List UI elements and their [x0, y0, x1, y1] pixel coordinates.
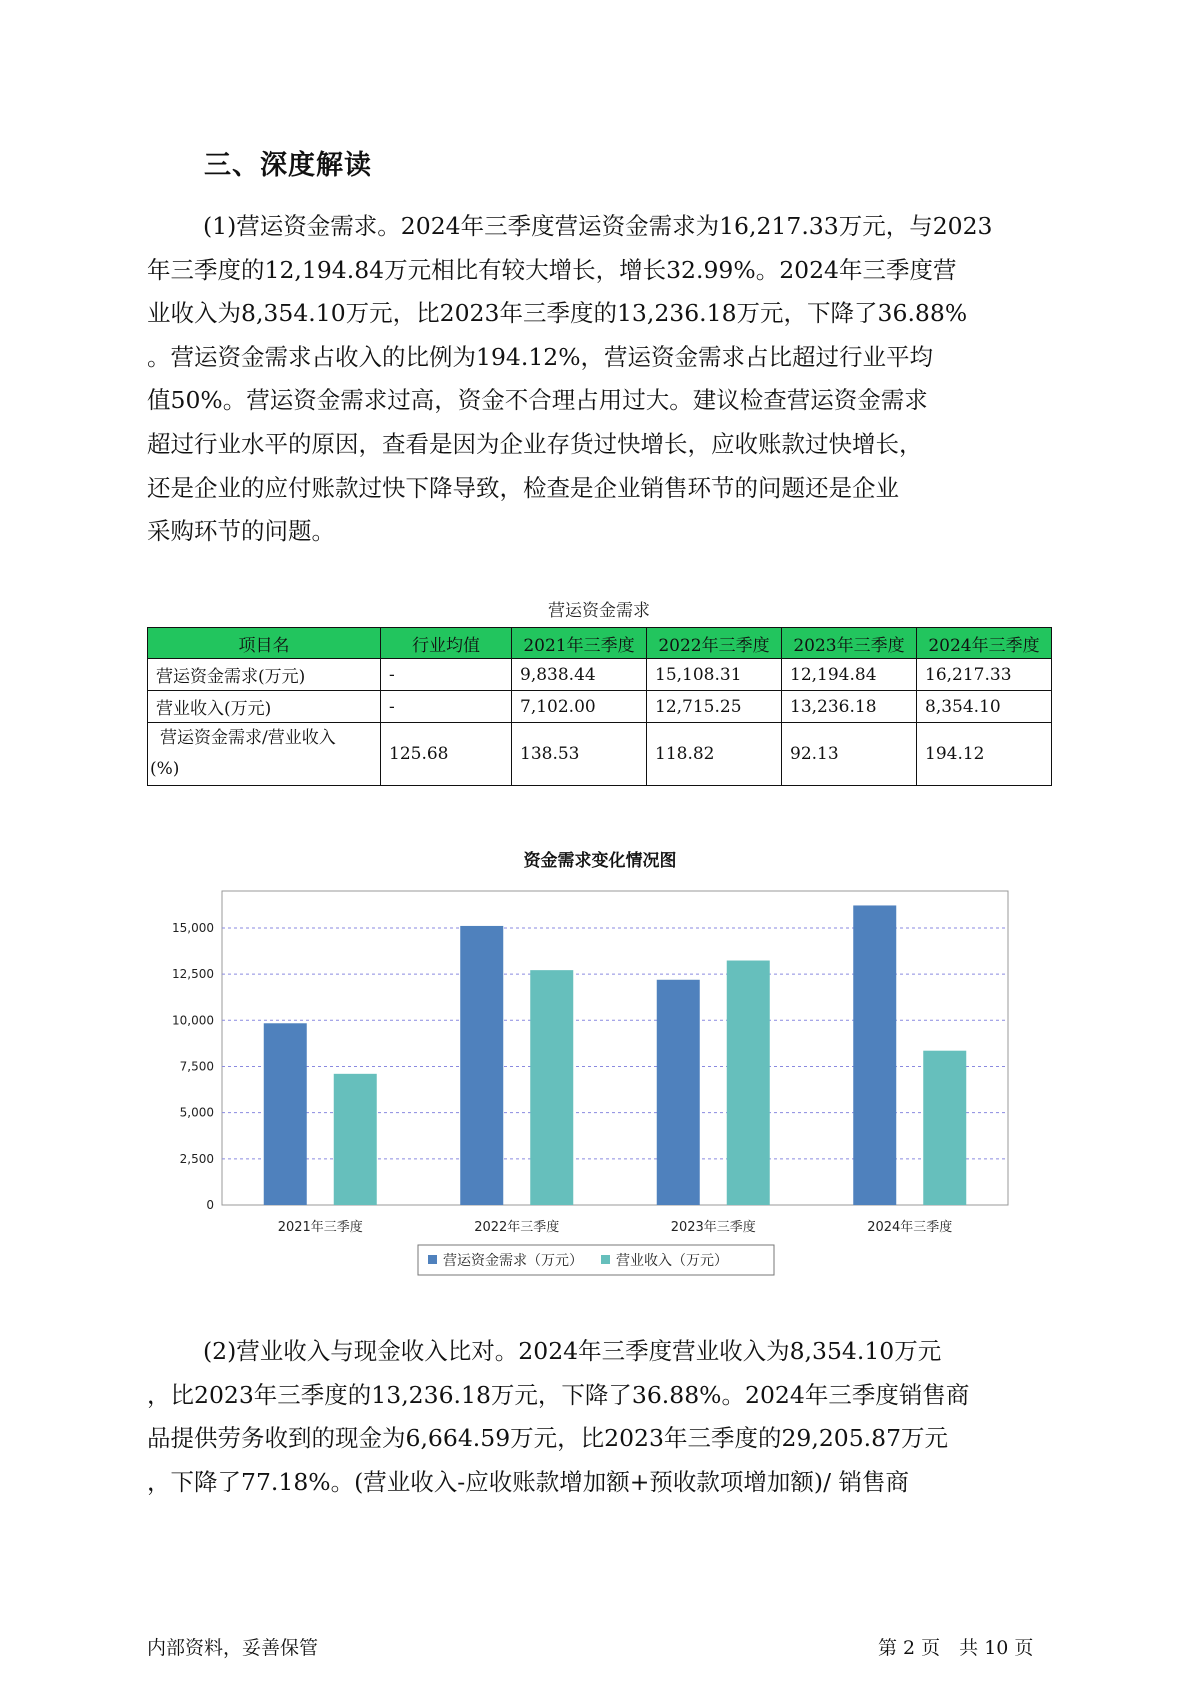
section-heading: 三、深度解读	[204, 150, 372, 181]
y-tick-label: 12,500	[172, 967, 214, 982]
table-cell: 92.13	[782, 723, 917, 786]
table-cell: 营业收入(万元)	[148, 691, 381, 723]
table-row	[148, 723, 1052, 786]
paragraph-working-capital	[147, 205, 1077, 554]
table-row	[148, 659, 1052, 691]
paragraph-line: (1)营运资金需求。2024年三季度营运资金需求为16,217.33万元，与2023	[203, 212, 993, 240]
table-header-cell: 项目名	[148, 628, 381, 659]
table-cell: 12,194.84	[782, 659, 917, 691]
table-header-cell: 2024年三季度	[917, 628, 1052, 659]
paragraph-line: (2)营业收入与现金收入比对。2024年三季度营业收入为8,354.10万元	[203, 1337, 942, 1365]
bar	[530, 970, 573, 1205]
table-cell: 13,236.18	[782, 691, 917, 723]
x-tick-label: 2023年三季度	[670, 1220, 756, 1235]
bar-chart	[150, 880, 1050, 1280]
paragraph-line: 业收入为8,354.10万元，比2023年三季度的13,236.18万元，下降了36.88%	[147, 299, 968, 328]
paragraph-line: ，比2023年三季度的13,236.18万元，下降了36.88%。2024年三季度销售商	[147, 1380, 970, 1409]
legend-label: 营运资金需求（万元）	[443, 1253, 583, 1269]
paragraph-line: ，下降了77.18%。(营业收入-应收账款增加额+预收款项增加额)/ 销售商	[147, 1467, 909, 1496]
bar	[334, 1074, 377, 1205]
y-tick-label: 15,000	[172, 920, 214, 935]
bar	[923, 1051, 966, 1205]
paragraph-line: 还是企业的应付账款过快下降导致，检查是企业销售环节的问题还是企业	[147, 473, 899, 502]
x-tick-label: 2021年三季度	[277, 1220, 363, 1235]
table-cell: 16,217.33	[917, 659, 1052, 691]
paragraph-line: 。营运资金需求占收入的比例为194.12%，营运资金需求占比超过行业平均	[147, 342, 934, 371]
y-tick-label: 5,000	[179, 1105, 214, 1120]
table-cell: 15,108.31	[647, 659, 782, 691]
paragraph-line: 超过行业水平的原因，查看是因为企业存货过快增长，应收账款过快增长，	[147, 429, 923, 458]
x-tick-label: 2022年三季度	[474, 1220, 560, 1235]
ratio-label-line: (%)	[150, 759, 180, 779]
paragraph-line: 值50%。营运资金需求过高，资金不合理占用过大。建议检查营运资金需求	[147, 386, 928, 415]
table-cell: 9,838.44	[512, 659, 647, 691]
bar	[727, 961, 770, 1205]
table-cell: 7,102.00	[512, 691, 647, 723]
y-tick-label: 7,500	[179, 1059, 214, 1074]
legend-swatch	[428, 1255, 437, 1264]
table-cell: 138.53	[512, 723, 647, 786]
y-tick-label: 0	[206, 1198, 214, 1212]
table-cell: -	[381, 691, 512, 723]
bar	[657, 980, 700, 1205]
bar	[264, 1023, 307, 1205]
footer-confidential-note: 内部资料，妥善保管	[147, 1637, 319, 1659]
paragraph-revenue-cash	[147, 1330, 1077, 1504]
table-cell: 8,354.10	[917, 691, 1052, 723]
footer-page-number: 第 2 页 共 10 页	[878, 1637, 1034, 1659]
table-cell: 12,715.25	[647, 691, 782, 723]
bar	[853, 905, 896, 1205]
legend-label: 营业收入（万元）	[616, 1253, 728, 1269]
table-caption: 营运资金需求	[548, 601, 650, 621]
table-cell	[148, 723, 381, 786]
working-capital-table	[147, 627, 1052, 786]
y-tick-label: 10,000	[172, 1013, 214, 1028]
paragraph-line: 品提供劳务收到的现金为6,664.59万元，比2023年三季度的29,205.87万元	[147, 1424, 949, 1453]
table-header-cell: 2021年三季度	[512, 628, 647, 659]
table-header-cell: 2023年三季度	[782, 628, 917, 659]
table-cell: 194.12	[917, 723, 1052, 786]
chart-title: 资金需求变化情况图	[523, 851, 677, 871]
paragraph-line: 采购环节的问题。	[147, 517, 335, 546]
table-header-cell: 2022年三季度	[647, 628, 782, 659]
y-tick-label: 2,500	[179, 1151, 214, 1166]
ratio-label-line: 营运资金需求/营业收入	[160, 728, 336, 748]
bar	[460, 926, 503, 1205]
table-cell: 118.82	[647, 723, 782, 786]
table-cell: 125.68	[381, 723, 512, 786]
table-header-row	[148, 628, 1052, 659]
table-cell: -	[381, 659, 512, 691]
paragraph-line: 年三季度的12,194.84万元相比有较大增长，增长32.99%。2024年三季度营	[147, 255, 957, 284]
legend-swatch	[601, 1255, 610, 1264]
table-header-cell: 行业均值	[381, 628, 512, 659]
table-row	[148, 691, 1052, 723]
x-tick-label: 2024年三季度	[867, 1220, 953, 1235]
table-cell: 营运资金需求(万元)	[148, 659, 381, 691]
